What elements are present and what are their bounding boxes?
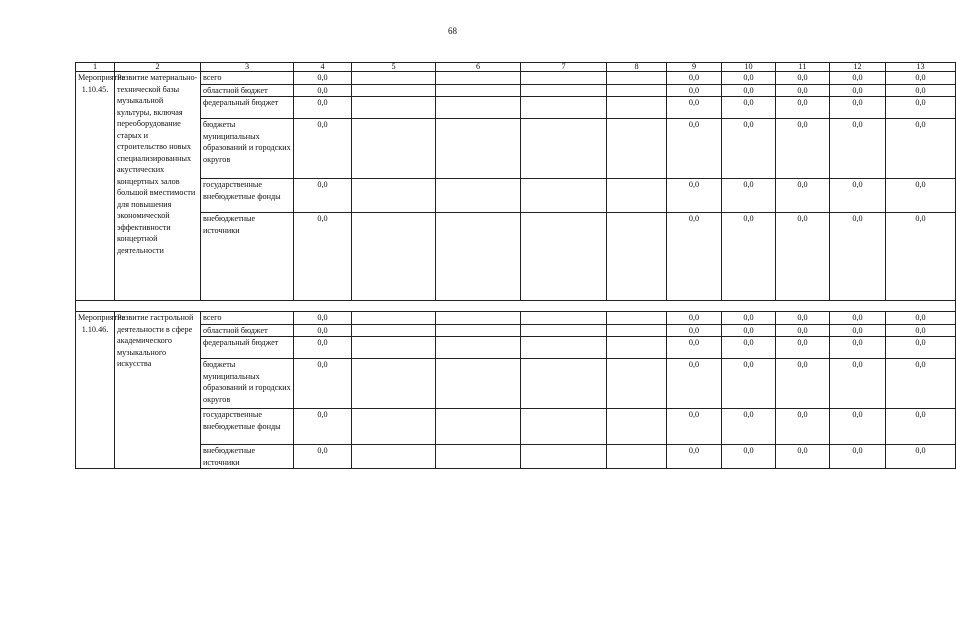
value-cell-c5 xyxy=(352,84,436,97)
value-cell-c8 xyxy=(607,72,667,85)
value-cell-c5 xyxy=(352,72,436,85)
measure-code: Мероприятие 1.10.46. xyxy=(76,312,115,469)
value-cell-c12: 0,0 xyxy=(830,97,886,119)
column-number: 6 xyxy=(436,63,521,72)
table-row xyxy=(76,337,956,359)
value-cell-c8 xyxy=(607,359,667,409)
value-cell-c8 xyxy=(607,97,667,119)
value-cell-c8 xyxy=(607,324,667,337)
value-cell-c10: 0,0 xyxy=(722,324,776,337)
value-cell-c8 xyxy=(607,409,667,445)
table-row xyxy=(76,84,956,97)
value-cell-c9: 0,0 xyxy=(667,119,722,179)
value-cell-c7 xyxy=(521,84,607,97)
value-cell-c4: 0,0 xyxy=(294,213,352,301)
table-row xyxy=(76,324,956,337)
funding-source: всего xyxy=(201,72,294,85)
value-cell-c4: 0,0 xyxy=(294,312,352,325)
value-cell-c12: 0,0 xyxy=(830,324,886,337)
value-cell-c9: 0,0 xyxy=(667,179,722,213)
value-cell-c7 xyxy=(521,324,607,337)
table-row xyxy=(76,97,956,119)
value-cell-c9: 0,0 xyxy=(667,312,722,325)
value-cell-c7 xyxy=(521,445,607,469)
value-cell-c13: 0,0 xyxy=(886,337,956,359)
value-cell-c10: 0,0 xyxy=(722,119,776,179)
value-cell-c9: 0,0 xyxy=(667,213,722,301)
value-cell-c13: 0,0 xyxy=(886,312,956,325)
value-cell-c11: 0,0 xyxy=(776,337,830,359)
column-number: 9 xyxy=(667,63,722,72)
value-cell-c4: 0,0 xyxy=(294,324,352,337)
value-cell-c6 xyxy=(436,213,521,301)
value-cell-c10: 0,0 xyxy=(722,337,776,359)
value-cell-c11: 0,0 xyxy=(776,445,830,469)
column-number: 8 xyxy=(607,63,667,72)
value-cell-c9: 0,0 xyxy=(667,445,722,469)
funding-source: внебюджетные источники xyxy=(201,213,294,301)
value-cell-c13: 0,0 xyxy=(886,213,956,301)
funding-source: всего xyxy=(201,312,294,325)
budget-table xyxy=(75,62,956,469)
value-cell-c9: 0,0 xyxy=(667,72,722,85)
table-row xyxy=(76,72,956,85)
value-cell-c9: 0,0 xyxy=(667,359,722,409)
column-number: 12 xyxy=(830,63,886,72)
column-number: 3 xyxy=(201,63,294,72)
value-cell-c10: 0,0 xyxy=(722,409,776,445)
value-cell-c12: 0,0 xyxy=(830,179,886,213)
value-cell-c10: 0,0 xyxy=(722,97,776,119)
value-cell-c4: 0,0 xyxy=(294,84,352,97)
value-cell-c4: 0,0 xyxy=(294,337,352,359)
value-cell-c6 xyxy=(436,97,521,119)
value-cell-c13: 0,0 xyxy=(886,324,956,337)
value-cell-c7 xyxy=(521,119,607,179)
value-cell-c7 xyxy=(521,213,607,301)
value-cell-c9: 0,0 xyxy=(667,409,722,445)
value-cell-c12: 0,0 xyxy=(830,72,886,85)
value-cell-c4: 0,0 xyxy=(294,72,352,85)
value-cell-c6 xyxy=(436,179,521,213)
value-cell-c8 xyxy=(607,445,667,469)
value-cell-c6 xyxy=(436,324,521,337)
value-cell-c8 xyxy=(607,119,667,179)
value-cell-c6 xyxy=(436,445,521,469)
value-cell-c7 xyxy=(521,409,607,445)
value-cell-c11: 0,0 xyxy=(776,312,830,325)
value-cell-c5 xyxy=(352,359,436,409)
value-cell-c10: 0,0 xyxy=(722,445,776,469)
value-cell-c8 xyxy=(607,213,667,301)
column-number: 5 xyxy=(352,63,436,72)
value-cell-c9: 0,0 xyxy=(667,84,722,97)
value-cell-c13: 0,0 xyxy=(886,119,956,179)
value-cell-c12: 0,0 xyxy=(830,119,886,179)
value-cell-c6 xyxy=(436,119,521,179)
column-number: 11 xyxy=(776,63,830,72)
value-cell-c4: 0,0 xyxy=(294,359,352,409)
value-cell-c11: 0,0 xyxy=(776,119,830,179)
value-cell-c11: 0,0 xyxy=(776,72,830,85)
funding-source: федеральный бюджет xyxy=(201,337,294,359)
value-cell-c11: 0,0 xyxy=(776,409,830,445)
table-row xyxy=(76,119,956,179)
value-cell-c5 xyxy=(352,119,436,179)
value-cell-c12: 0,0 xyxy=(830,409,886,445)
value-cell-c5 xyxy=(352,312,436,325)
column-number: 7 xyxy=(521,63,607,72)
measure-title: Развитие материально-технической базы музыкальной культуры, включая переоборудование старых и строительство новых специализированных акустических концертных залов большой вместимости для повышения экономической эффективности концертной деятельности xyxy=(115,72,201,301)
funding-source: бюджеты муниципальных образований и городских округов xyxy=(201,119,294,179)
funding-source: федеральный бюджет xyxy=(201,97,294,119)
value-cell-c7 xyxy=(521,312,607,325)
value-cell-c6 xyxy=(436,312,521,325)
value-cell-c6 xyxy=(436,409,521,445)
value-cell-c6 xyxy=(436,72,521,85)
value-cell-c7 xyxy=(521,97,607,119)
value-cell-c13: 0,0 xyxy=(886,359,956,409)
measure-title: Развитие гастрольной деятельности в сфере академического музыкального искусства xyxy=(115,312,201,469)
value-cell-c10: 0,0 xyxy=(722,179,776,213)
value-cell-c8 xyxy=(607,179,667,213)
value-cell-c8 xyxy=(607,312,667,325)
value-cell-c7 xyxy=(521,179,607,213)
value-cell-c12: 0,0 xyxy=(830,445,886,469)
value-cell-c6 xyxy=(436,359,521,409)
column-number: 1 xyxy=(76,63,115,72)
value-cell-c10: 0,0 xyxy=(722,359,776,409)
funding-source: областной бюджет xyxy=(201,84,294,97)
value-cell-c4: 0,0 xyxy=(294,179,352,213)
value-cell-c11: 0,0 xyxy=(776,324,830,337)
value-cell-c13: 0,0 xyxy=(886,179,956,213)
value-cell-c5 xyxy=(352,337,436,359)
value-cell-c9: 0,0 xyxy=(667,337,722,359)
value-cell-c5 xyxy=(352,179,436,213)
value-cell-c11: 0,0 xyxy=(776,97,830,119)
funding-source: государственные внебюджетные фонды xyxy=(201,179,294,213)
value-cell-c10: 0,0 xyxy=(722,213,776,301)
value-cell-c7 xyxy=(521,72,607,85)
block-gap xyxy=(76,301,956,312)
value-cell-c13: 0,0 xyxy=(886,72,956,85)
value-cell-c11: 0,0 xyxy=(776,84,830,97)
table-row xyxy=(76,312,956,325)
column-number: 13 xyxy=(886,63,956,72)
block-gap-cell xyxy=(76,301,956,312)
value-cell-c13: 0,0 xyxy=(886,409,956,445)
value-cell-c5 xyxy=(352,324,436,337)
funding-source: государственные внебюджетные фонды xyxy=(201,409,294,445)
table-row xyxy=(76,409,956,445)
column-number-row xyxy=(76,63,956,72)
value-cell-c5 xyxy=(352,213,436,301)
value-cell-c11: 0,0 xyxy=(776,213,830,301)
page-number: 68 xyxy=(448,26,457,36)
value-cell-c12: 0,0 xyxy=(830,213,886,301)
value-cell-c10: 0,0 xyxy=(722,84,776,97)
value-cell-c12: 0,0 xyxy=(830,359,886,409)
value-cell-c4: 0,0 xyxy=(294,119,352,179)
value-cell-c4: 0,0 xyxy=(294,445,352,469)
column-number: 10 xyxy=(722,63,776,72)
funding-source: областной бюджет xyxy=(201,324,294,337)
value-cell-c8 xyxy=(607,337,667,359)
value-cell-c7 xyxy=(521,337,607,359)
value-cell-c9: 0,0 xyxy=(667,324,722,337)
value-cell-c6 xyxy=(436,84,521,97)
measure-code: Мероприятие 1.10.45. xyxy=(76,72,115,301)
value-cell-c12: 0,0 xyxy=(830,312,886,325)
value-cell-c13: 0,0 xyxy=(886,97,956,119)
column-number: 4 xyxy=(294,63,352,72)
value-cell-c7 xyxy=(521,359,607,409)
value-cell-c8 xyxy=(607,84,667,97)
value-cell-c5 xyxy=(352,409,436,445)
value-cell-c4: 0,0 xyxy=(294,97,352,119)
value-cell-c13: 0,0 xyxy=(886,445,956,469)
value-cell-c11: 0,0 xyxy=(776,179,830,213)
value-cell-c5 xyxy=(352,97,436,119)
value-cell-c6 xyxy=(436,337,521,359)
value-cell-c12: 0,0 xyxy=(830,84,886,97)
value-cell-c5 xyxy=(352,445,436,469)
value-cell-c9: 0,0 xyxy=(667,97,722,119)
funding-source: внебюджетные источники xyxy=(201,445,294,469)
value-cell-c4: 0,0 xyxy=(294,409,352,445)
value-cell-c10: 0,0 xyxy=(722,312,776,325)
funding-source: бюджеты муниципальных образований и городских округов xyxy=(201,359,294,409)
table-row xyxy=(76,359,956,409)
table-row xyxy=(76,179,956,213)
value-cell-c10: 0,0 xyxy=(722,72,776,85)
value-cell-c12: 0,0 xyxy=(830,337,886,359)
column-number: 2 xyxy=(115,63,201,72)
table-row xyxy=(76,213,956,301)
value-cell-c13: 0,0 xyxy=(886,84,956,97)
value-cell-c11: 0,0 xyxy=(776,359,830,409)
table-row xyxy=(76,445,956,469)
